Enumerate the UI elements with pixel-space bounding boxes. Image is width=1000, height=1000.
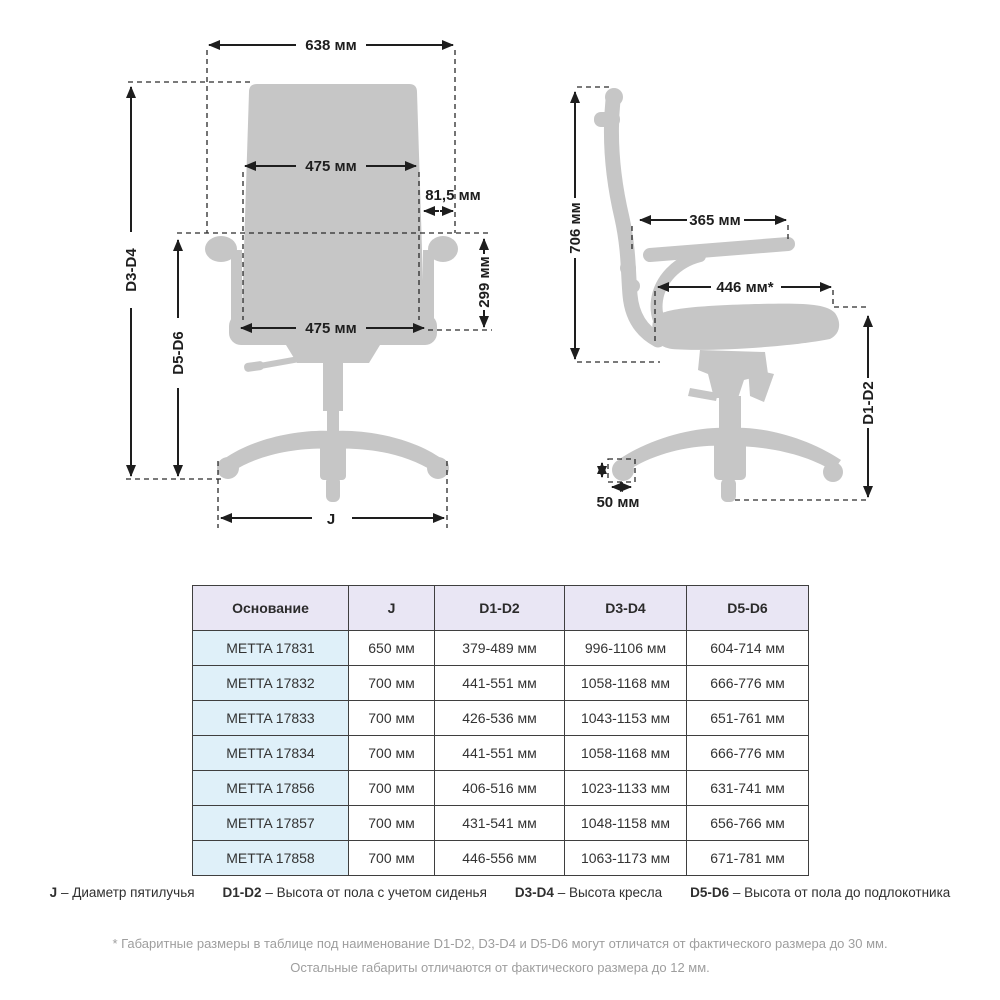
cell-d5d6: 671-781 мм (687, 841, 809, 876)
dim-seat-width: 475 мм (305, 320, 357, 337)
caster-left-front (217, 457, 239, 479)
table-row (193, 701, 809, 736)
dim-back-height: 706 мм (567, 202, 584, 254)
dim-seat-height-label: D1-D2 (860, 381, 877, 425)
footnotes (0, 932, 1000, 980)
cell-model: METTA 17834 (193, 736, 349, 771)
legend-desc: – Диаметр пятилучья (60, 885, 195, 900)
col-header-d3d4: D3-D4 (565, 586, 687, 631)
caster-right-front (427, 457, 449, 479)
legend-item-j (50, 885, 195, 900)
cell-d5d6: 631-741 мм (687, 771, 809, 806)
table-header-row (193, 586, 809, 631)
dim-chair-height-label: D3-D4 (123, 248, 140, 292)
caster-front-side (823, 462, 843, 482)
base-front-arm-side (730, 428, 841, 471)
legend-term: D1-D2 (222, 885, 262, 900)
lever-handle-front (244, 361, 265, 373)
legend-item-d3d4 (515, 885, 662, 900)
side-view-diagram (545, 55, 920, 520)
legend-desc: – Высота от пола с учетом сиденья (265, 885, 487, 900)
table-row (193, 841, 809, 876)
cell-d3d4: 1058-1168 мм (565, 736, 687, 771)
dim-armrest-height-label: D5-D6 (170, 331, 187, 375)
dim-seat-depth: 446 мм* (716, 279, 774, 296)
base-hub-front (320, 432, 346, 480)
base-hub-side (714, 430, 746, 480)
cell-d1d2: 379-489 мм (435, 631, 565, 666)
col-header-base: Основание (193, 586, 349, 631)
cell-d1d2: 406-516 мм (435, 771, 565, 806)
cell-d1d2: 426-536 мм (435, 701, 565, 736)
cell-d1d2: 441-551 мм (435, 666, 565, 701)
cell-model: METTA 17857 (193, 806, 349, 841)
seat-side (652, 304, 839, 350)
cell-j: 700 мм (349, 806, 435, 841)
cell-d3d4: 1048-1158 мм (565, 806, 687, 841)
footnote-line-2: Остальные габариты отличаются от фактического размера до 12 мм. (290, 960, 710, 975)
cell-d5d6: 651-761 мм (687, 701, 809, 736)
cell-j: 700 мм (349, 841, 435, 876)
cell-model: METTA 17831 (193, 631, 349, 666)
cell-d5d6: 666-776 мм (687, 666, 809, 701)
base-center-foot (326, 476, 340, 502)
legend-term: J (49, 885, 58, 900)
cell-d3d4: 1023-1133 мм (565, 771, 687, 806)
cell-d1d2: 446-556 мм (435, 841, 565, 876)
dim-caster-size: 50 мм (596, 494, 640, 511)
base-back-arm-side (621, 428, 730, 470)
table-row (193, 736, 809, 771)
cell-j: 700 мм (349, 701, 435, 736)
tilt-lever-right (748, 368, 774, 402)
dim-back-depth: 365 мм (689, 212, 741, 229)
caster-back-side (612, 459, 634, 481)
cell-model: METTA 17858 (193, 841, 349, 876)
base-foot-side (721, 478, 736, 502)
legend-desc: – Высота от пола до подлокотника (732, 885, 951, 900)
cell-d5d6: 604-714 мм (687, 631, 809, 666)
cell-d1d2: 431-541 мм (435, 806, 565, 841)
cell-d3d4: 1058-1168 мм (565, 666, 687, 701)
gas-lift-front (323, 357, 343, 411)
cell-d3d4: 1063-1173 мм (565, 841, 687, 876)
base-right-arm (333, 431, 442, 472)
cell-j: 700 мм (349, 771, 435, 806)
dim-total-width: 638 мм (305, 37, 357, 54)
front-view-diagram (100, 30, 505, 535)
footnote-line-1: * Габаритные размеры в таблице под наименование D1-D2, D3-D4 и D5-D6 могут отличатся от фактического размера до 30 мм. (112, 936, 888, 951)
cell-j: 650 мм (349, 631, 435, 666)
legend-term: D3-D4 (514, 885, 554, 900)
col-header-d5d6: D5-D6 (687, 586, 809, 631)
legend-item-d1d2 (223, 885, 487, 900)
armrest-post-left (231, 250, 242, 322)
dim-side-offset: 81,5 мм (425, 187, 481, 204)
backrest-front (242, 84, 424, 322)
legend-term: D5-D6 (690, 885, 730, 900)
cell-d5d6: 656-766 мм (687, 806, 809, 841)
cell-model: METTA 17856 (193, 771, 349, 806)
dim-back-width: 475 мм (305, 158, 357, 175)
table-row (193, 666, 809, 701)
dim-back-panel-height: 299 мм (476, 256, 493, 308)
cell-d3d4: 996-1106 мм (565, 631, 687, 666)
cell-j: 700 мм (349, 736, 435, 771)
legend-desc: – Высота кресла (557, 885, 663, 900)
armrest-post-right (423, 250, 434, 322)
armrest-pad-side (650, 244, 788, 255)
cell-model: METTA 17833 (193, 701, 349, 736)
table-row (193, 806, 809, 841)
cell-d5d6: 666-776 мм (687, 736, 809, 771)
table-row (193, 771, 809, 806)
cell-model: METTA 17832 (193, 666, 349, 701)
col-header-d1d2: D1-D2 (435, 586, 565, 631)
table-row (193, 631, 809, 666)
cell-d1d2: 441-551 мм (435, 736, 565, 771)
cell-j: 700 мм (349, 666, 435, 701)
dim-base-diameter-label: J (326, 511, 336, 528)
legend (0, 885, 1000, 900)
spec-table (192, 585, 809, 876)
col-header-j: J (349, 586, 435, 631)
knob-stem (628, 268, 635, 284)
legend-item-d5d6 (690, 885, 950, 900)
cell-d3d4: 1043-1153 мм (565, 701, 687, 736)
base-left-arm (224, 431, 333, 472)
